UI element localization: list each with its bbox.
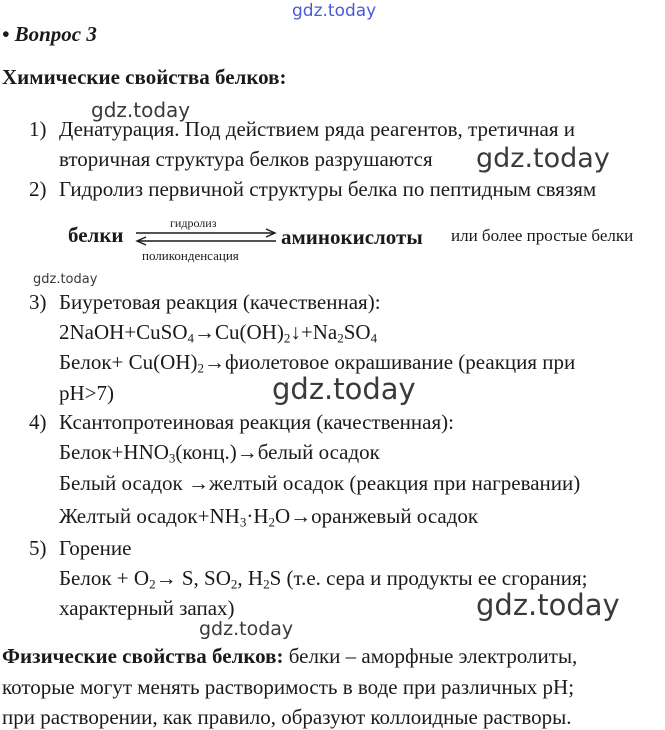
watermark: gdz.today	[91, 98, 191, 122]
physical-properties-heading: Физические свойства белков:	[2, 644, 284, 668]
item-1-line-2: вторичная структура белков разрушаются	[59, 147, 433, 171]
scheme-extra-note: или более простые белки	[451, 226, 634, 245]
scheme-product: аминокислоты	[281, 225, 423, 249]
combustion-equation-cont: характерный запах)	[59, 596, 235, 620]
item-number: 3)	[29, 290, 47, 314]
biuret-equation-2: Белок+ $Cu(OH)_2\to фиолетовое$ окрашивание (реакция при	[59, 350, 576, 376]
xanthoprotein-equation-2: Белый осадок →желтый осадок (реакция при нагревании)	[59, 471, 581, 495]
chemical-properties-heading: Химические свойства белков:	[2, 65, 287, 89]
watermark: gdz.today	[476, 588, 620, 622]
item-number: 2)	[29, 177, 47, 201]
watermark: gdz.today	[272, 372, 416, 406]
item-4-title: Ксантопротеиновая реакция (качественная):	[59, 410, 454, 434]
physical-properties-line-2: которые могут менять растворимость в воде при различных pH;	[2, 675, 575, 699]
biuret-equation-2-cont: pH>7)	[59, 381, 115, 405]
scheme-forward-label: гидролиз	[170, 216, 217, 230]
watermark: gdz.today	[33, 272, 98, 287]
item-number: 4)	[29, 410, 47, 434]
scheme-backward-label: поликонденсация	[142, 248, 239, 263]
equilibrium-arrows	[134, 226, 278, 248]
item-5-title: Горение	[59, 536, 132, 560]
biuret-equation-1: $2NaOH+CuSO_4\to Cu(OH)_2↓+Na_2SO_4$	[59, 320, 378, 346]
scheme-reactant: белки	[68, 223, 124, 247]
xanthoprotein-equation-1: $Белок+HNO_3(конц.)\to белый$ осадок	[59, 440, 380, 466]
watermark: gdz.today	[476, 143, 610, 174]
item-number: 5)	[29, 536, 47, 560]
item-2-line-1: Гидролиз первичной структуры белка по пептидным связям	[59, 177, 597, 201]
xanthoprotein-equation-3: Желтый $осадок+NH_3\cdot H_2O\to оранжевый$ осадок	[59, 504, 479, 530]
physical-properties-line-3: при растворении, как правило, образуют коллоидные растворы.	[2, 705, 572, 729]
item-number: 1)	[29, 117, 47, 141]
item-1-line-1: Денатурация. Под действием ряда реагентов, третичная и	[59, 117, 575, 141]
watermark-top: gdz.today	[292, 1, 377, 21]
physical-properties-line-1: Физические свойства белков: белки – аморфные электролиты,	[2, 644, 578, 668]
item-3-title: Биуретовая реакция (качественная):	[59, 290, 381, 314]
question-title: • Вопрос 3	[2, 22, 97, 46]
combustion-equation: Белок + $O_2\to S$, $SO_2$, $H_2S$ (т.е. сера и продукты ее сгорания;	[59, 566, 588, 592]
watermark: gdz.today	[199, 618, 294, 640]
